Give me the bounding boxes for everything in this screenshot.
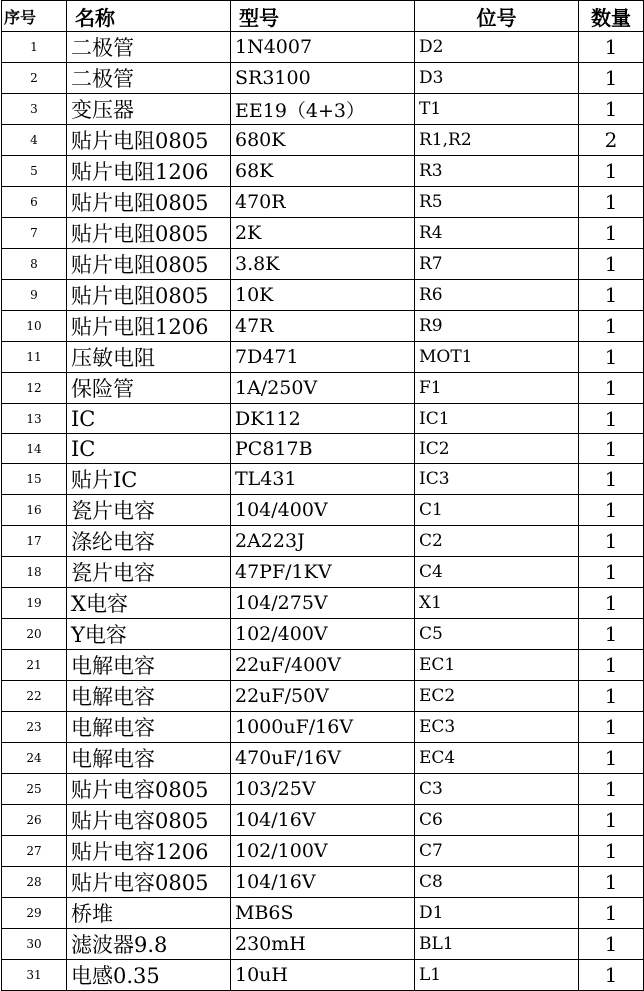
header-row: [2, 1, 644, 32]
cell-seq: 3: [2, 94, 67, 125]
cell-seq: 29: [2, 898, 67, 929]
cell-name: 瓷片电容: [67, 495, 231, 526]
cell-position: C3: [415, 774, 579, 805]
table-row: [2, 63, 644, 94]
cell-quantity: 1: [579, 588, 644, 619]
cell-name: 贴片电容0805: [67, 867, 231, 898]
cell-position: IC2: [415, 434, 579, 464]
cell-name: 电解电容: [67, 743, 231, 774]
table-row: [2, 805, 644, 836]
table-row: [2, 404, 644, 434]
cell-seq: 23: [2, 712, 67, 743]
cell-name: 贴片电阻1206: [67, 156, 231, 187]
cell-position: IC1: [415, 404, 579, 434]
cell-quantity: 1: [579, 650, 644, 681]
cell-model: 102/100V: [231, 836, 415, 867]
table-row: [2, 960, 644, 991]
cell-quantity: 1: [579, 280, 644, 311]
cell-seq: 24: [2, 743, 67, 774]
cell-model: 470R: [231, 187, 415, 218]
cell-quantity: 1: [579, 898, 644, 929]
cell-position: EC1: [415, 650, 579, 681]
table-row: [2, 94, 644, 125]
cell-seq: 1: [2, 32, 67, 63]
cell-position: T1: [415, 94, 579, 125]
cell-model: 470uF/16V: [231, 743, 415, 774]
cell-position: X1: [415, 588, 579, 619]
cell-name: 电解电容: [67, 712, 231, 743]
cell-position: D1: [415, 898, 579, 929]
table-row: [2, 774, 644, 805]
cell-seq: 15: [2, 464, 67, 495]
cell-model: 104/400V: [231, 495, 415, 526]
cell-model: 68K: [231, 156, 415, 187]
cell-quantity: 1: [579, 960, 644, 991]
cell-seq: 30: [2, 929, 67, 960]
table-row: [2, 557, 644, 588]
cell-seq: 12: [2, 373, 67, 404]
cell-seq: 28: [2, 867, 67, 898]
cell-model: 2A223J: [231, 526, 415, 557]
cell-name: 瓷片电容: [67, 557, 231, 588]
table-row: [2, 619, 644, 650]
cell-position: EC4: [415, 743, 579, 774]
table-row: [2, 650, 644, 681]
cell-seq: 25: [2, 774, 67, 805]
cell-name: 贴片电容0805: [67, 774, 231, 805]
table-row: [2, 32, 644, 63]
cell-position: C2: [415, 526, 579, 557]
cell-name: 贴片电阻0805: [67, 187, 231, 218]
cell-position: R1,R2: [415, 125, 579, 156]
table-row: [2, 218, 644, 249]
cell-position: C4: [415, 557, 579, 588]
table-row: [2, 342, 644, 373]
cell-name: 二极管: [67, 32, 231, 63]
table-row: [2, 867, 644, 898]
cell-position: C1: [415, 495, 579, 526]
cell-name: 贴片电容1206: [67, 836, 231, 867]
cell-seq: 9: [2, 280, 67, 311]
cell-quantity: 1: [579, 464, 644, 495]
cell-position: R7: [415, 249, 579, 280]
cell-quantity: 1: [579, 712, 644, 743]
table-row: [2, 681, 644, 712]
cell-quantity: 1: [579, 434, 644, 464]
cell-quantity: 1: [579, 218, 644, 249]
cell-name: 贴片电阻1206: [67, 311, 231, 342]
table-row: [2, 743, 644, 774]
header-quantity: 数量: [579, 1, 644, 32]
cell-quantity: 1: [579, 249, 644, 280]
cell-seq: 19: [2, 588, 67, 619]
cell-name: IC: [67, 434, 231, 464]
cell-model: 22uF/400V: [231, 650, 415, 681]
cell-model: SR3100: [231, 63, 415, 94]
cell-quantity: 1: [579, 32, 644, 63]
cell-model: PC817B: [231, 434, 415, 464]
cell-seq: 4: [2, 125, 67, 156]
cell-model: 47R: [231, 311, 415, 342]
cell-seq: 6: [2, 187, 67, 218]
cell-model: 104/275V: [231, 588, 415, 619]
table-row: [2, 434, 644, 464]
cell-position: R9: [415, 311, 579, 342]
header-seq: 序号: [2, 1, 67, 32]
cell-model: 10K: [231, 280, 415, 311]
cell-position: D3: [415, 63, 579, 94]
cell-model: 103/25V: [231, 774, 415, 805]
cell-seq: 2: [2, 63, 67, 94]
cell-model: 1A/250V: [231, 373, 415, 404]
cell-name: 变压器: [67, 94, 231, 125]
cell-quantity: 1: [579, 929, 644, 960]
cell-seq: 21: [2, 650, 67, 681]
cell-name: 二极管: [67, 63, 231, 94]
table-row: [2, 464, 644, 495]
cell-seq: 11: [2, 342, 67, 373]
header-name: 名称: [67, 1, 231, 32]
cell-seq: 22: [2, 681, 67, 712]
cell-name: 桥堆: [67, 898, 231, 929]
cell-name: 贴片电阻0805: [67, 280, 231, 311]
cell-model: 1000uF/16V: [231, 712, 415, 743]
table-row: [2, 898, 644, 929]
cell-position: C7: [415, 836, 579, 867]
table-row: [2, 495, 644, 526]
table-row: [2, 929, 644, 960]
cell-model: 1N4007: [231, 32, 415, 63]
cell-position: C8: [415, 867, 579, 898]
header-model: 型号: [231, 1, 415, 32]
cell-position: C5: [415, 619, 579, 650]
cell-quantity: 1: [579, 342, 644, 373]
cell-position: R4: [415, 218, 579, 249]
cell-position: R6: [415, 280, 579, 311]
cell-name: 贴片电阻0805: [67, 218, 231, 249]
cell-seq: 5: [2, 156, 67, 187]
cell-seq: 16: [2, 495, 67, 526]
cell-position: EC2: [415, 681, 579, 712]
cell-position: EC3: [415, 712, 579, 743]
cell-position: BL1: [415, 929, 579, 960]
cell-quantity: 1: [579, 774, 644, 805]
table-row: [2, 712, 644, 743]
table-row: [2, 311, 644, 342]
cell-name: 电解电容: [67, 650, 231, 681]
cell-seq: 14: [2, 434, 67, 464]
cell-position: IC3: [415, 464, 579, 495]
cell-model: EE19（4+3）: [231, 94, 415, 125]
cell-name: 贴片IC: [67, 464, 231, 495]
table-row: [2, 588, 644, 619]
cell-seq: 31: [2, 960, 67, 991]
cell-quantity: 1: [579, 867, 644, 898]
table-row: [2, 526, 644, 557]
cell-quantity: 1: [579, 681, 644, 712]
table-row: [2, 125, 644, 156]
cell-quantity: 1: [579, 557, 644, 588]
cell-quantity: 1: [579, 373, 644, 404]
cell-quantity: 1: [579, 63, 644, 94]
cell-model: DK112: [231, 404, 415, 434]
cell-name: X电容: [67, 588, 231, 619]
cell-name: 涤纶电容: [67, 526, 231, 557]
cell-name: 滤波器9.8: [67, 929, 231, 960]
cell-position: F1: [415, 373, 579, 404]
table-row: [2, 373, 644, 404]
cell-model: 2K: [231, 218, 415, 249]
header-position: 位号: [415, 1, 579, 32]
cell-position: C6: [415, 805, 579, 836]
cell-seq: 27: [2, 836, 67, 867]
table-row: [2, 280, 644, 311]
cell-model: 7D471: [231, 342, 415, 373]
table-row: [2, 249, 644, 280]
cell-model: 102/400V: [231, 619, 415, 650]
cell-name: IC: [67, 404, 231, 434]
cell-seq: 10: [2, 311, 67, 342]
cell-position: MOT1: [415, 342, 579, 373]
cell-quantity: 1: [579, 619, 644, 650]
cell-seq: 8: [2, 249, 67, 280]
bom-body: [2, 32, 644, 991]
cell-seq: 13: [2, 404, 67, 434]
cell-quantity: 1: [579, 156, 644, 187]
cell-quantity: 1: [579, 495, 644, 526]
cell-name: 贴片电阻0805: [67, 249, 231, 280]
cell-name: 压敏电阻: [67, 342, 231, 373]
cell-seq: 7: [2, 218, 67, 249]
cell-name: 电解电容: [67, 681, 231, 712]
cell-position: D2: [415, 32, 579, 63]
cell-model: 104/16V: [231, 805, 415, 836]
cell-seq: 17: [2, 526, 67, 557]
cell-quantity: 1: [579, 805, 644, 836]
cell-model: 47PF/1KV: [231, 557, 415, 588]
cell-seq: 18: [2, 557, 67, 588]
cell-model: 680K: [231, 125, 415, 156]
table-row: [2, 836, 644, 867]
cell-model: 22uF/50V: [231, 681, 415, 712]
cell-seq: 26: [2, 805, 67, 836]
cell-model: 10uH: [231, 960, 415, 991]
cell-name: 贴片电容0805: [67, 805, 231, 836]
cell-model: MB6S: [231, 898, 415, 929]
cell-name: 贴片电阻0805: [67, 125, 231, 156]
cell-model: 230mH: [231, 929, 415, 960]
cell-position: R5: [415, 187, 579, 218]
cell-model: 104/16V: [231, 867, 415, 898]
table-row: [2, 187, 644, 218]
cell-name: Y电容: [67, 619, 231, 650]
cell-quantity: 1: [579, 94, 644, 125]
cell-quantity: 1: [579, 743, 644, 774]
cell-name: 电感0.35: [67, 960, 231, 991]
cell-model: TL431: [231, 464, 415, 495]
cell-position: L1: [415, 960, 579, 991]
cell-quantity: 2: [579, 125, 644, 156]
cell-seq: 20: [2, 619, 67, 650]
bom-table: [1, 0, 644, 991]
cell-quantity: 1: [579, 187, 644, 218]
cell-quantity: 1: [579, 311, 644, 342]
cell-quantity: 1: [579, 404, 644, 434]
cell-model: 3.8K: [231, 249, 415, 280]
cell-quantity: 1: [579, 836, 644, 867]
cell-name: 保险管: [67, 373, 231, 404]
cell-position: R3: [415, 156, 579, 187]
table-row: [2, 156, 644, 187]
cell-quantity: 1: [579, 526, 644, 557]
